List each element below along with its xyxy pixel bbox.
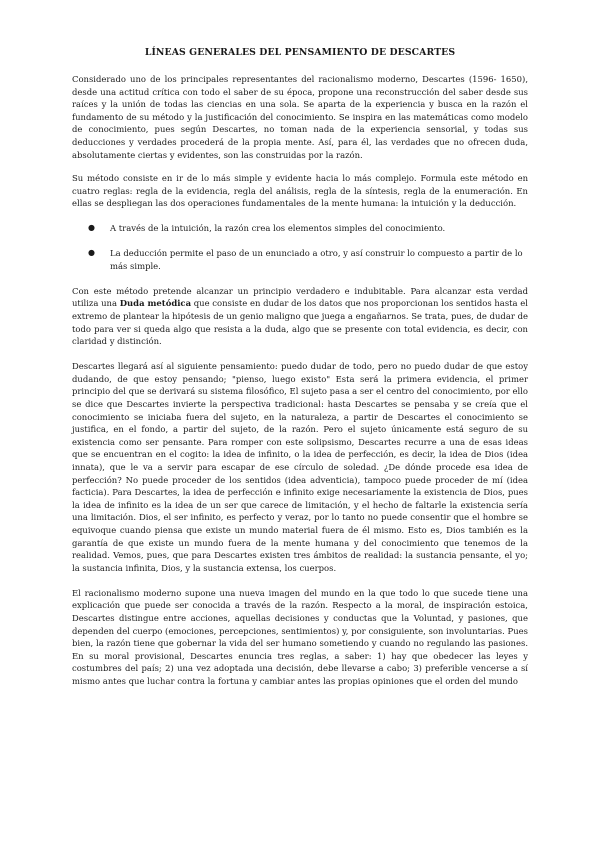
paragraph-intro: Considerado uno de los principales representantes del racionalismo moderno, Descartes (1596- 1650), desde una actitud crítica con todo el saber de su época, propone una reconstrucción del saber desde sus raíces y la unión de todas las ciencias en una sola. Se aparta de la experiencia y busca en la razón el fundamento de su método y la justificación del conocimiento. Se inspira en las matemáticas como modelo de conocimiento, pues según Descartes, no toman nada de la experiencia sensorial, y todas sus deducciones y verdades procederá de la propia mente. Así, para él, las verdades que no ofrecen duda, absolutamente ciertas y evidentes, son las construidas por la razón. (72, 74, 528, 160)
paragraph-doubt (72, 285, 528, 348)
bullet-text: A través de la intuición, la razón crea los elementos simples del conocimiento. (110, 223, 446, 234)
bullet-text: La deducción permite el paso de un enunciado a otro, y así construir lo compuesto a partir de lo más simple. (110, 248, 523, 271)
bullet-icon: ● (88, 248, 95, 258)
paragraph-doubt-start: Con este método pretende alcanzar un principio verdadero e indubitable. Para alcanzar esta verdad utiliza una (72, 285, 528, 309)
document-title: LÍNEAS GENERALES DEL PENSAMIENTO DE DESCARTES (144, 47, 456, 58)
bullet-item-deduction (72, 247, 528, 272)
methodic-doubt-term: Duda metódica (119, 298, 192, 309)
paragraph-cogito: Descartes llegará así al siguiente pensamiento: puedo dudar de todo, pero no puedo dudar de que estoy dudando, de que estoy pensando; "pienso, luego existo" Esta será la primera evidencia, el primer principio del que se derivará su sistema filosófico, El sujeto pasa a ser el centro del conocimiento, por ello se dice que Descartes invierte la perspectiva tradicional: hasta Descartes se pensaba y se creía que el conocimiento se iniciaba fuera del sujeto, en la naturaleza, a partir de Descartes el conocimiento se justifica, en el fondo, a partir del sujeto, de la razón. Pero el sujeto únicamente está seguro de su existencia como ser pensante. Para romper con este solipsismo, Descartes recurre a una de esas ideas que se encuentran en el cogito: la idea de infinito, o la idea de perfección, es decir, la idea de Dios (idea innata), que le va a servir para escapar de ese círculo de soledad. ¿De dónde procede esa idea de perfección? No puede proceder de los sentidos (idea adventicia), tampoco puede proceder de mí (idea facticia). Para Descartes, la idea de perfección e infinito exige necesariamente la existencia de Dios, pues la idea de infinito es la idea de un ser que carece de limitación, y el hecho de faltarle la existencia sería una limitación. Dios, el ser infinito, es perfecto y veraz, por lo tanto no puede consentir que el hombre se equivoque cuando piensa que existe un mundo material fuera de él mismo. Esto es, Dios también es la garantía de que existe un mundo fuera de la mente humana y del conocimiento que tenemos de la realidad. Vemos, pues, que para Descartes existen tres ámbitos de realidad: la sustancia pensante, el yo; la sustancia infinita, Dios, y la sustancia extensa, los cuerpos. (72, 361, 528, 573)
paragraph-moral: El racionalismo moderno supone una nueva imagen del mundo en la que todo lo que sucede tiene una explicación que puede ser conocida a través de la razón. Respecto a la moral, de inspiración estoica, Descartes distingue entre acciones, aquellas decisiones y conductas que la Voluntad, y pasiones, que dependen del cuerpo (emociones, percepciones, sentimientos) y, por consiguiente, son involuntarias. Pues bien, la razón tiene que gobernar la vida del ser humano sometiendo y cuando no regulando las pasiones. En su moral provisional, Descartes enuncia tres reglas, a saber: 1) hay que obedecer las leyes y costumbres del país; 2) una vez adoptada una decisión, debe llevarse a cabo; 3) preferible vencerse a sí mismo antes que luchar contra la fortuna y cambiar antes las propias opiniones que el orden del mundo (72, 587, 528, 686)
bullet-icon: ● (88, 223, 95, 233)
document-page (72, 46, 528, 688)
bullet-list (72, 222, 528, 272)
bullet-item-intuition (72, 222, 528, 235)
paragraph-doubt-end: que consiste en dudar de los datos que nos proporcionan los sentidos hasta el extremo de plantear la hipótesis de un genio maligno que juega a engañarnos. Se trata, pues, de dudar de todo para ver si queda algo que resista a la duda, algo que se presente con total evidencia, es decir, con claridad y distinción. (72, 298, 528, 347)
paragraph-method: Su método consiste en ir de lo más simple y evidente hacia lo más complejo. Formula este método en cuatro reglas: regla de la evidencia, regla del análisis, regla de la síntesis, regla de la enumeración. En ellas se despliegan las dos operaciones fundamentales de la mente humana: la intuición y la deducción. (72, 173, 528, 209)
